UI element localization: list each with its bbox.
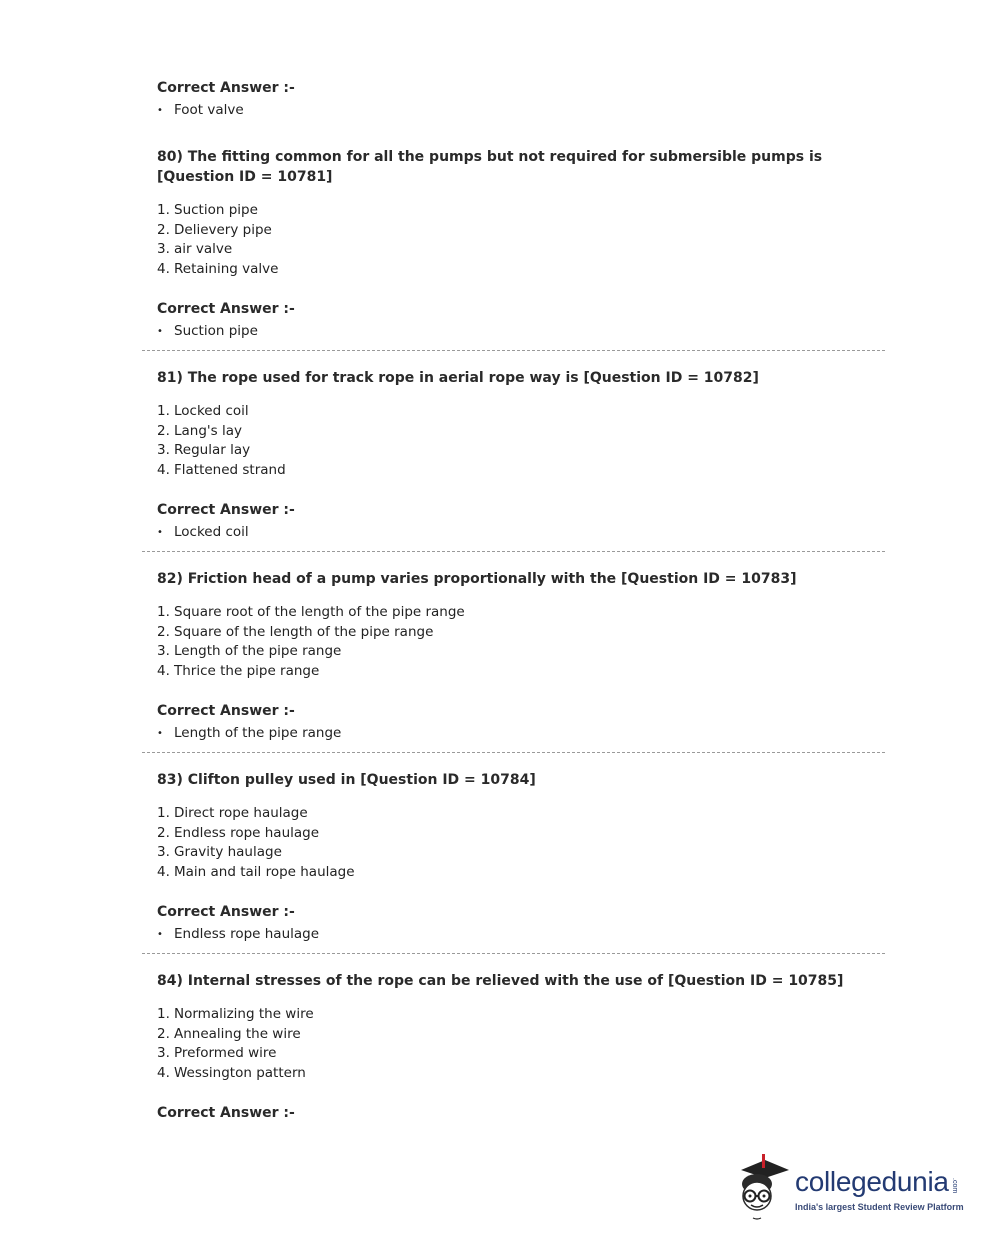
option-item: 2. Annealing the wire bbox=[157, 1025, 301, 1042]
option-item: 3. Preformed wire bbox=[157, 1045, 277, 1061]
bullet-icon: • bbox=[157, 929, 163, 940]
option-item: 1. Direct rope haulage bbox=[157, 805, 308, 821]
option-item: 2. Square of the length of the pipe range bbox=[157, 623, 434, 640]
option-item: 4. Flattened strand bbox=[157, 461, 286, 478]
bullet-icon: • bbox=[157, 527, 163, 538]
correct-answer-value: Length of the pipe range bbox=[174, 725, 342, 741]
option-item: 4. Thrice the pipe range bbox=[157, 662, 320, 679]
correct-answer-value: Suction pipe bbox=[174, 323, 258, 339]
collegedunia-logo bbox=[735, 1152, 965, 1224]
answer-block-79 bbox=[157, 78, 885, 120]
correct-answer-item bbox=[157, 925, 885, 944]
correct-answer-label: Correct Answer :- bbox=[157, 301, 295, 317]
correct-answer-label: Correct Answer :- bbox=[157, 80, 295, 96]
correct-answer-item bbox=[157, 724, 885, 743]
options-list bbox=[157, 402, 885, 480]
option-item: 2. Delievery pipe bbox=[157, 221, 272, 238]
correct-answer-label: Correct Answer :- bbox=[157, 502, 295, 518]
question-title: 81) The rope used for track rope in aerial rope way is [Question ID = 10782] bbox=[157, 370, 759, 386]
bullet-icon: • bbox=[157, 326, 163, 337]
option-item: 1. Suction pipe bbox=[157, 202, 258, 218]
question-separator bbox=[142, 752, 885, 753]
correct-answer-value: Locked coil bbox=[174, 524, 249, 540]
option-item: 1. Normalizing the wire bbox=[157, 1006, 314, 1022]
option-item: 4. Wessington pattern bbox=[157, 1064, 306, 1081]
correct-answer-value: Foot valve bbox=[174, 102, 244, 118]
correct-answer-item bbox=[157, 101, 885, 120]
question-84 bbox=[157, 971, 885, 1083]
question-separator bbox=[142, 350, 885, 351]
option-item: 3. Gravity haulage bbox=[157, 844, 282, 860]
question-80 bbox=[157, 147, 885, 279]
option-item: 3. Regular lay bbox=[157, 442, 251, 458]
options-list bbox=[157, 1005, 885, 1083]
correct-answer-item bbox=[157, 523, 885, 542]
question-81 bbox=[157, 368, 885, 480]
question-separator bbox=[142, 551, 885, 552]
option-item: 2. Endless rope haulage bbox=[157, 824, 320, 841]
options-list bbox=[157, 804, 885, 882]
bullet-icon: • bbox=[157, 105, 163, 116]
answer-block-81 bbox=[157, 500, 885, 542]
correct-answer-item bbox=[157, 322, 885, 341]
answer-block-82 bbox=[157, 701, 885, 743]
options-list bbox=[157, 603, 885, 681]
correct-answer-value: Endless rope haulage bbox=[174, 926, 320, 942]
logo-wordmark: collegedunia bbox=[795, 1166, 949, 1197]
question-82 bbox=[157, 569, 885, 681]
option-item: 1. Locked coil bbox=[157, 403, 249, 419]
correct-answer-label: Correct Answer :- bbox=[157, 1105, 295, 1121]
option-item: 3. air valve bbox=[157, 241, 233, 257]
option-item: 1. Square root of the length of the pipe range bbox=[157, 604, 465, 620]
answer-block-80 bbox=[157, 299, 885, 341]
question-title: 83) Clifton pulley used in [Question ID = 10784] bbox=[157, 772, 536, 788]
bullet-icon: • bbox=[157, 728, 163, 739]
answer-block-83 bbox=[157, 902, 885, 944]
logo-suffix: .com bbox=[951, 1178, 958, 1194]
correct-answer-label: Correct Answer :- bbox=[157, 703, 295, 719]
option-item: 3. Length of the pipe range bbox=[157, 643, 342, 659]
mascot-icon bbox=[735, 1152, 795, 1224]
options-list bbox=[157, 201, 885, 279]
logo-tagline: India's largest Student Review Platform bbox=[795, 1202, 964, 1212]
option-item: 4. Main and tail rope haulage bbox=[157, 863, 355, 880]
question-separator bbox=[142, 953, 885, 954]
correct-answer-label: Correct Answer :- bbox=[157, 904, 295, 920]
answer-block-84 bbox=[157, 1103, 885, 1123]
question-83 bbox=[157, 770, 885, 882]
question-title: 80) The fitting common for all the pumps but not required for submersible pumps is [Question ID = 10781] bbox=[157, 149, 823, 185]
option-item: 4. Retaining valve bbox=[157, 260, 279, 277]
option-item: 2. Lang's lay bbox=[157, 422, 242, 439]
question-title: 82) Friction head of a pump varies proportionally with the [Question ID = 10783] bbox=[157, 571, 797, 587]
question-title: 84) Internal stresses of the rope can be relieved with the use of [Question ID = 10785] bbox=[157, 973, 844, 989]
